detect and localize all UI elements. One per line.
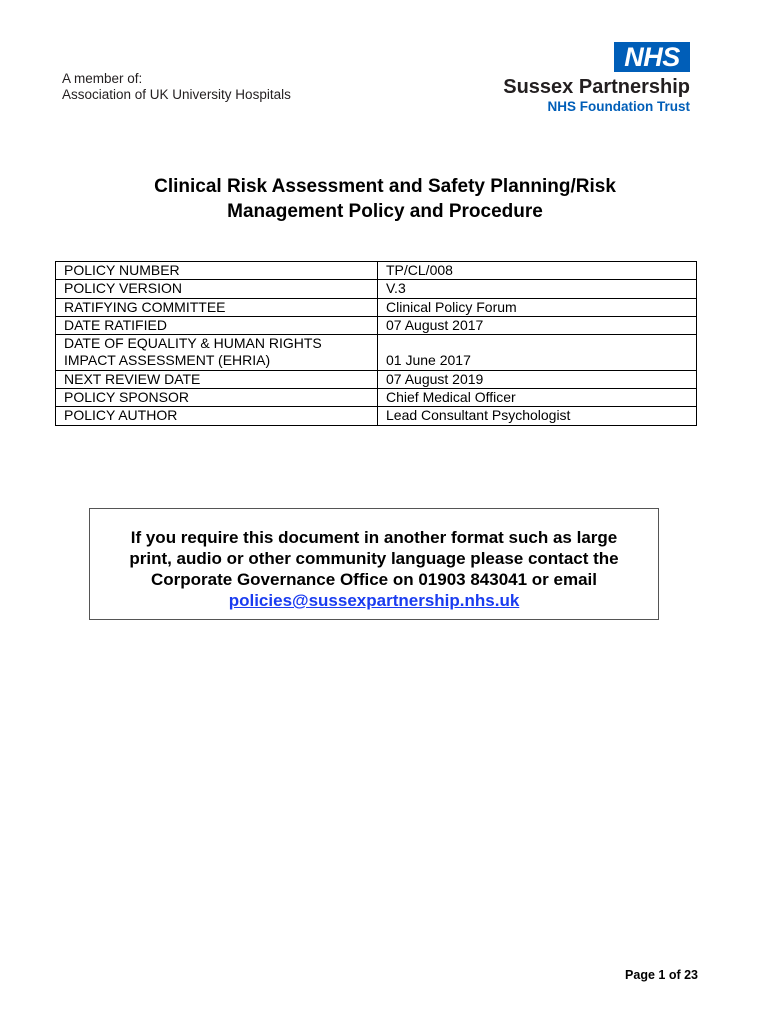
row-value: 07 August 2017: [378, 316, 697, 334]
table-row: [56, 370, 697, 388]
row-label: NEXT REVIEW DATE: [56, 370, 378, 388]
row-label: POLICY SPONSOR: [56, 389, 378, 407]
page-number: Page 1 of 23: [625, 968, 698, 982]
nhs-logo: NHS: [614, 42, 690, 72]
row-value: Lead Consultant Psychologist: [378, 407, 697, 425]
table-row: [56, 280, 697, 298]
policy-details-table: [55, 261, 697, 426]
row-value: 07 August 2019: [378, 370, 697, 388]
association-name: Association of UK University Hospitals: [62, 87, 291, 102]
document-title: [40, 174, 730, 224]
row-label: DATE RATIFIED: [56, 316, 378, 334]
table-row: [56, 335, 697, 353]
member-affiliation: [62, 71, 291, 103]
table-row: [56, 262, 697, 280]
row-value: Chief Medical Officer: [378, 389, 697, 407]
row-value: TP/CL/008: [378, 262, 697, 280]
policies-email-link[interactable]: policies@sussexpartnership.nhs.uk: [228, 591, 520, 610]
table-row: [56, 298, 697, 316]
notice-line-1: If you require this document in another format such as large: [130, 528, 618, 547]
row-label: IMPACT ASSESSMENT (EHRIA): [56, 352, 378, 370]
row-value: 01 June 2017: [378, 352, 697, 370]
notice-line-3: Corporate Governance Office on 01903 843041 or email: [151, 570, 597, 589]
table-row: [56, 316, 697, 334]
row-label: DATE OF EQUALITY & HUMAN RIGHTS: [56, 335, 378, 353]
member-of-label: A member of:: [62, 71, 143, 86]
row-label: RATIFYING COMMITTEE: [56, 298, 378, 316]
trust-name: Sussex Partnership: [503, 76, 690, 98]
title-line-1: Clinical Risk Assessment and Safety Planning/Risk: [154, 176, 616, 197]
row-label: POLICY NUMBER: [56, 262, 378, 280]
title-line-2: Management Policy and Procedure: [227, 201, 543, 222]
notice-line-2: print, audio or other community language please contact the: [129, 549, 619, 568]
table-row: [56, 407, 697, 425]
accessibility-notice: [89, 508, 659, 620]
row-value: Clinical Policy Forum: [378, 298, 697, 316]
table-row: [56, 389, 697, 407]
row-value: [378, 335, 697, 353]
row-label: POLICY VERSION: [56, 280, 378, 298]
table-row: [56, 352, 697, 370]
row-label: POLICY AUTHOR: [56, 407, 378, 425]
row-value: V.3: [378, 280, 697, 298]
trust-subtitle: NHS Foundation Trust: [547, 99, 690, 114]
